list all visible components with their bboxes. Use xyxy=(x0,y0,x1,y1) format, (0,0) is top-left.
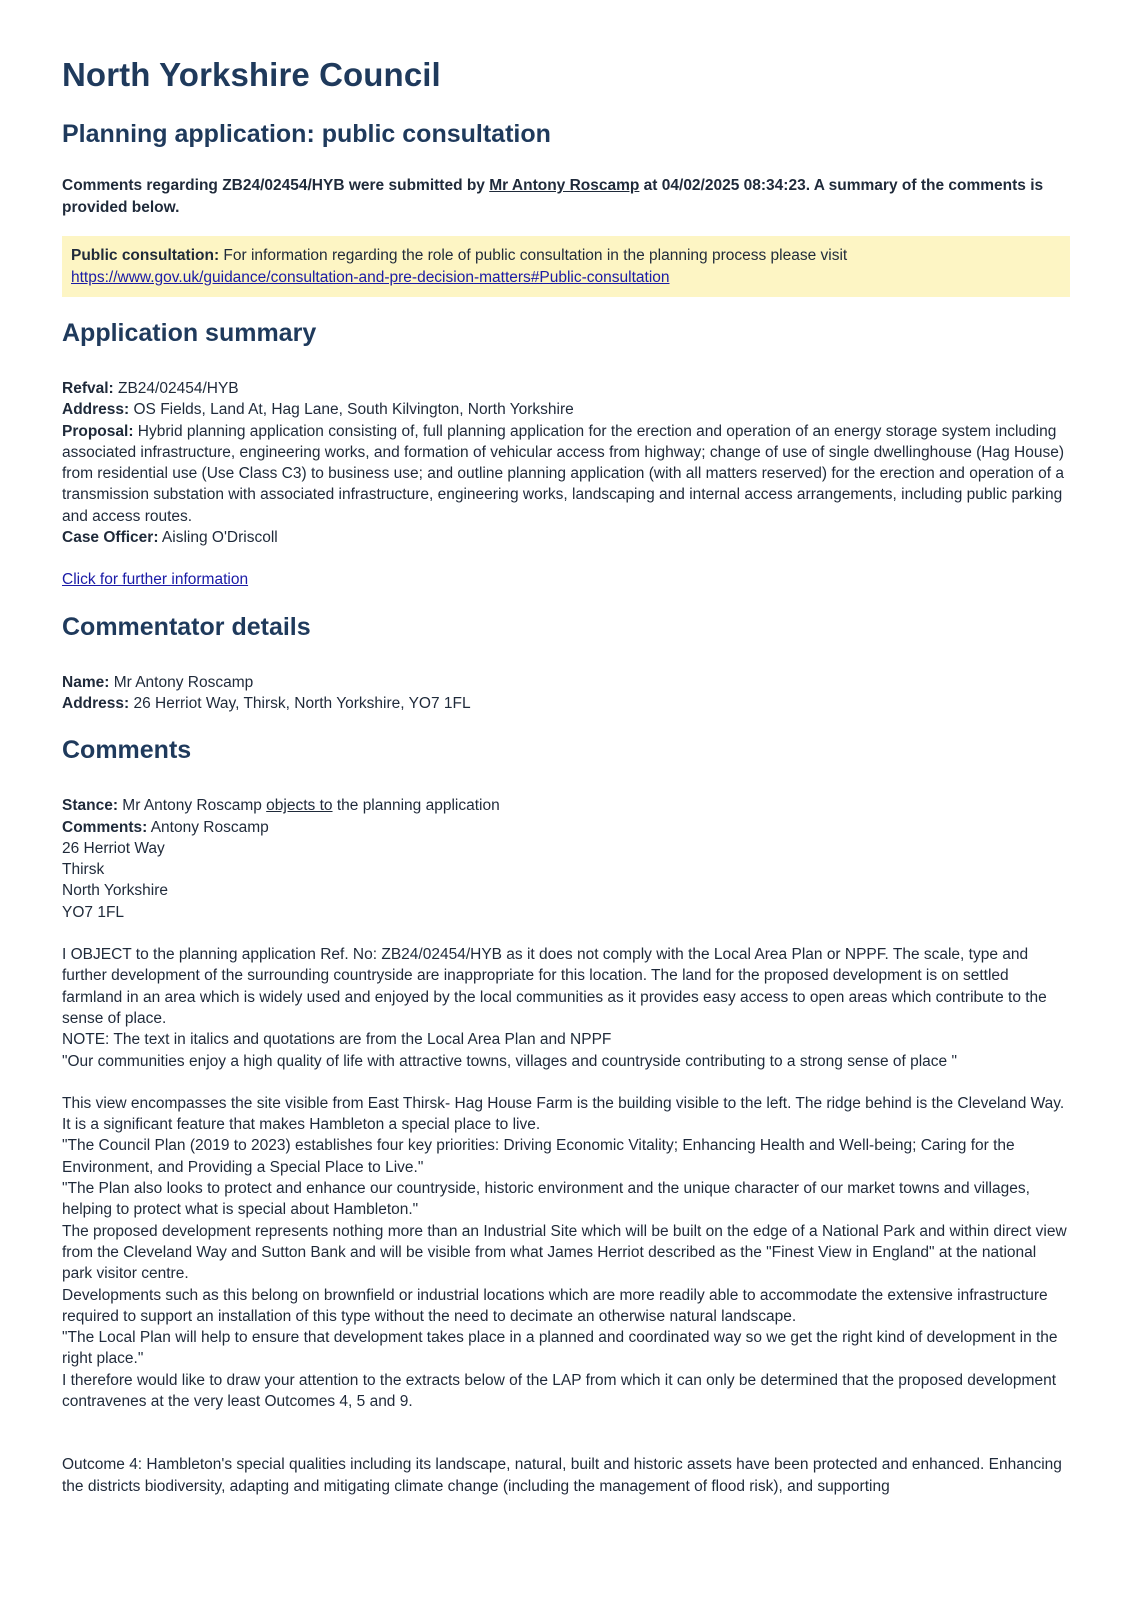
stance-post: the planning application xyxy=(332,797,500,815)
address-line: YO7 1FL xyxy=(62,903,125,921)
refval-value: ZB24/02454/HYB xyxy=(113,380,239,397)
comment-paragraph: The proposed development represents nothing more than an Industrial Site which will be built on the edge of a National Park and within direct view from the Cleveland Way and Sutton Bank and will be visible from what James Herriot described as the "Finest View in England" at the national park visitor centre. xyxy=(62,1222,1067,1283)
comment-paragraph: "The Council Plan (2019 to 2023) establishes four key priorities: Driving Economic Vitality; Enhancing Health and Well-being; Caring for the Environment, and Providing a Special Place to Live." xyxy=(62,1137,1015,1176)
further-info-link[interactable]: Click for further information xyxy=(62,571,249,589)
name-row xyxy=(62,672,1070,693)
intro-post: at 04/02/2025 08:34:23. A summary of the comments is provided below. xyxy=(62,177,1044,216)
application-summary-heading: Application summary xyxy=(62,319,317,347)
comment-paragraph: This view encompasses the site visible from East Thirsk- Hag House Farm is the building visible to the left. The ridge behind is the Cleveland Way. xyxy=(62,1094,1065,1112)
comments-label: Comments: xyxy=(62,818,148,836)
stance-link[interactable]: objects to xyxy=(266,797,333,815)
officer-row xyxy=(62,527,1070,548)
stance-pre: Mr Antony Roscamp xyxy=(118,797,267,815)
page-subtitle: Planning application: public consultation xyxy=(62,120,551,148)
comments-address-line xyxy=(62,817,1070,838)
address-value: OS Fields, Land At, Hag Lane, South Kilvington, North Yorkshire xyxy=(129,401,574,419)
comment-paragraph: "Our communities enjoy a high quality of life with attractive towns, villages and countryside contributing to a strong sense of place " xyxy=(62,1052,957,1070)
consultation-link[interactable]: https://www.gov.uk/guidance/consultation-and-pre-decision-matters#Public-consultation xyxy=(71,268,670,286)
comments-heading: Comments xyxy=(62,736,192,765)
comments-body xyxy=(62,795,1070,1497)
name-value: Mr Antony Roscamp xyxy=(109,673,254,691)
commenter-link[interactable]: Mr Antony Roscamp xyxy=(489,177,640,194)
commentator-address-value: 26 Herriot Way, Thirsk, North Yorkshire, YO7 1FL xyxy=(129,694,471,712)
proposal-label: Proposal: xyxy=(62,422,134,440)
proposal-value: Hybrid planning application consisting of, full planning application for the erection and operation of an energy storage system including associated infrastructure, engineering works, and formation of vehicular access from highway; change of use of single dwellinghouse (Hag House) from residential use (Use Class C3) to business use; and outline planning application (with all matters reserved) for the erection and operation of a transmission substation with associated infrastructure, engineering works, landscaping and internal access arrangements, including public parking and access routes. xyxy=(62,422,1065,525)
stance-label: Stance: xyxy=(62,797,118,815)
refval-label: Refval: xyxy=(62,380,114,397)
comment-paragraph: Developments such as this belong on brownfield or industrial locations which are more readily able to accommodate the extensive infrastructure required to support an installation of this type without the need to decimate an otherwise natural landscape. xyxy=(62,1286,1048,1325)
address-label: Address: xyxy=(62,401,130,419)
officer-label: Case Officer: xyxy=(62,529,159,547)
banner-label: Public consultation: xyxy=(71,247,220,264)
address-line: Antony Roscamp xyxy=(147,818,269,836)
address-row xyxy=(62,399,1070,420)
commentator-address-row xyxy=(62,693,1070,714)
submission-intro xyxy=(62,175,1070,218)
commentator-address-label: Address: xyxy=(62,694,130,712)
banner-text: For information regarding the role of public consultation in the planning process please visit xyxy=(219,247,848,264)
comment-paragraph: Outcome 4: Hambleton's special qualities including its landscape, natural, built and historic assets have been protected and enhanced. Enhancing the districts biodiversity, adapting and mitigating climate change (including the management of flood risk), and supporting xyxy=(62,1456,1062,1495)
address-line: Thirsk xyxy=(62,861,105,879)
consultation-banner xyxy=(62,236,1070,297)
org-title: North Yorkshire Council xyxy=(62,56,441,93)
commentator-heading: Commentator details xyxy=(62,612,311,641)
name-label: Name: xyxy=(62,673,110,691)
commentator-details xyxy=(62,672,1070,715)
officer-value: Aisling O'Driscoll xyxy=(158,529,278,547)
comment-paragraph: I OBJECT to the planning application Ref. No: ZB24/02454/HYB as it does not comply with the Local Area Plan or NPPF. The scale, type and further development of the surrounding countryside are inappropriate for this location. The land for the proposed development is on settled farmland in an area which is widely used and enjoyed by the local communities as it provides easy access to open areas which contribute to the sense of place. xyxy=(62,946,1047,1027)
comment-paragraph: It is a significant feature that makes Hambleton a special place to live. xyxy=(62,1116,541,1134)
stance-row xyxy=(62,795,1070,816)
proposal-row xyxy=(62,421,1070,527)
comment-paragraph: NOTE: The text in italics and quotations are from the Local Area Plan and NPPF xyxy=(62,1031,612,1049)
application-summary xyxy=(62,378,1070,591)
comment-paragraph: I therefore would like to draw your attention to the extracts below of the LAP from which it can only be determined that the proposed development contravenes at the very least Outcomes 4, 5 and 9. xyxy=(62,1371,1057,1410)
comment-paragraph: "The Plan also looks to protect and enhance our countryside, historic environment and the unique character of our market towns and villages, helping to protect what is special about Hambleton." xyxy=(62,1180,1030,1219)
comment-paragraph: "The Local Plan will help to ensure that development takes place in a planned and coordinated way so we get the right kind of development in the right place." xyxy=(62,1329,1058,1368)
refval-row xyxy=(62,378,1070,399)
address-line: North Yorkshire xyxy=(62,882,168,900)
address-line: 26 Herriot Way xyxy=(62,839,165,857)
intro-pre: Comments regarding ZB24/02454/HYB were submitted by xyxy=(62,177,490,194)
